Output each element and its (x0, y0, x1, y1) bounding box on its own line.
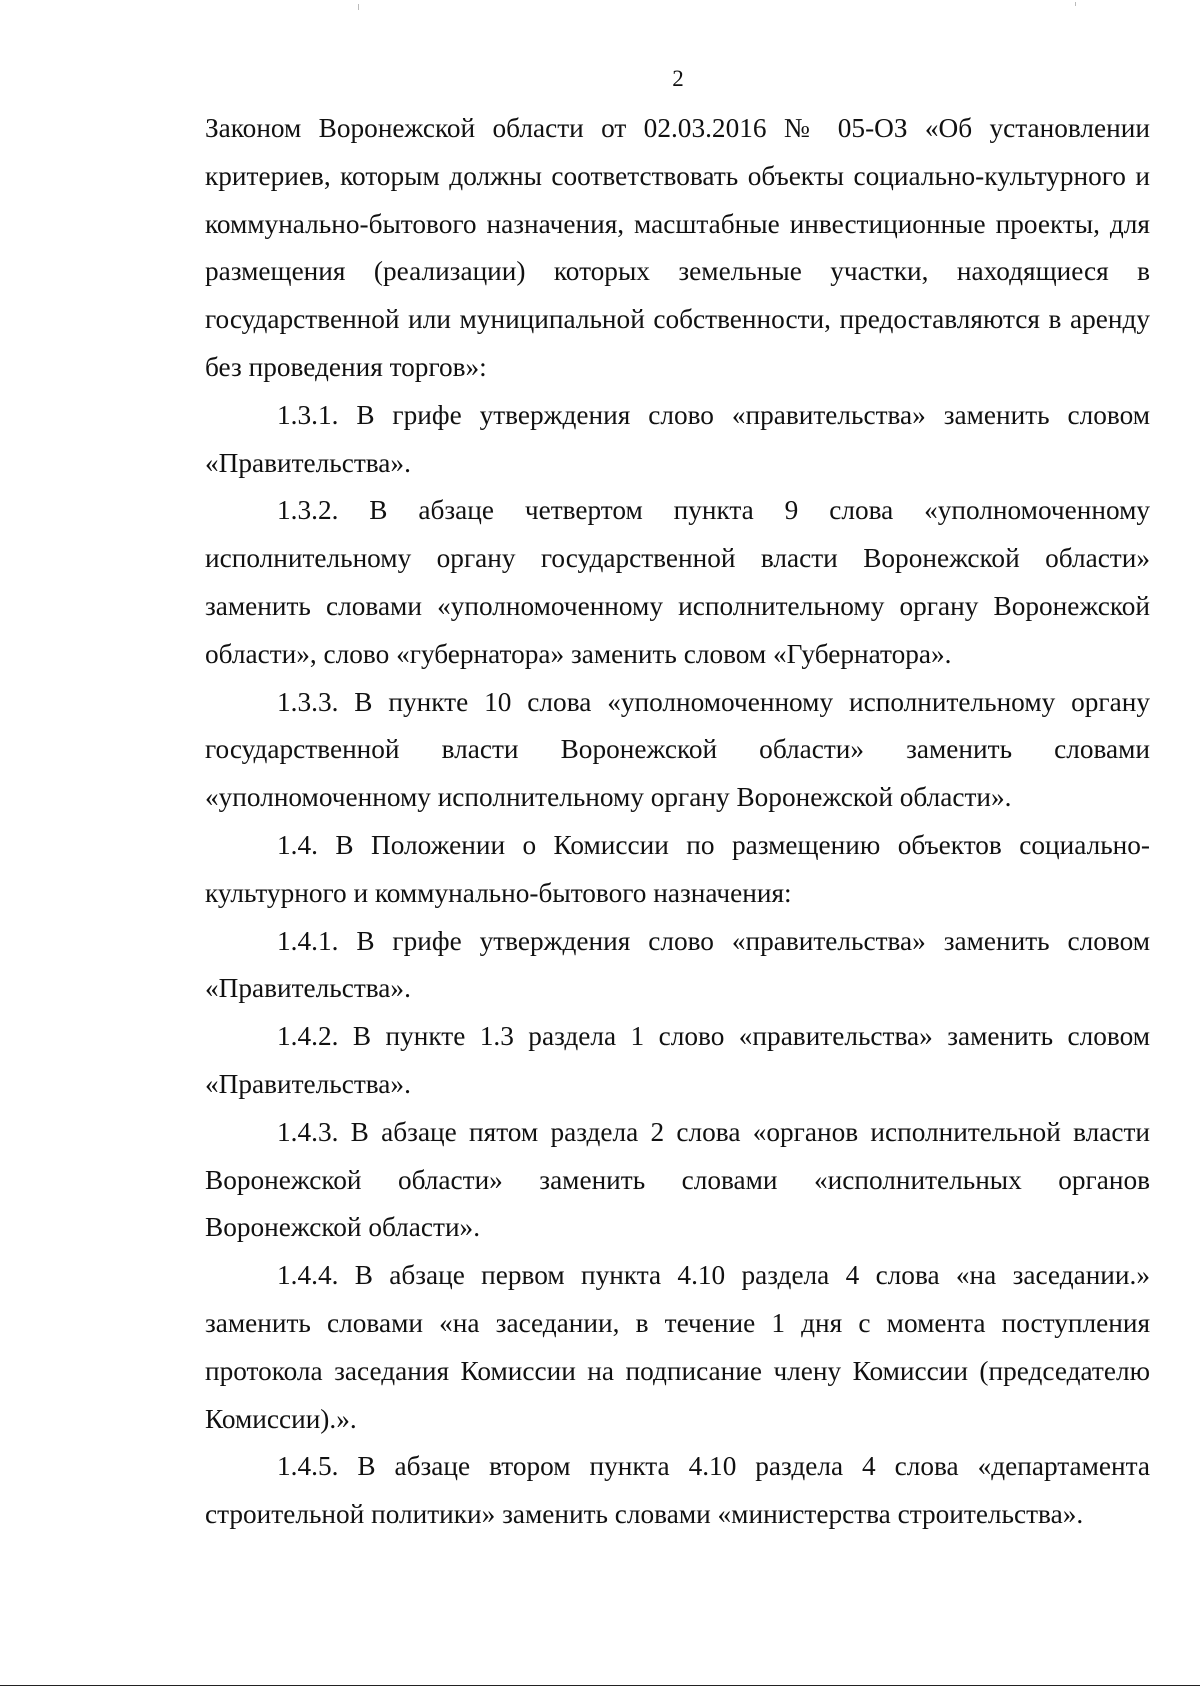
scan-artifact (358, 4, 359, 10)
paragraph-law-reference: Законом Воронежской области от 02.03.2016 № 05-ОЗ «Об установлении критериев, которым должны соответствовать объекты социально-культурного и коммунально-бытового назначения, масштабные инвестиционные проекты, для размещения (реализации) которых земельные участки, находящиеся в государственной или муниципальной собственности, предоставляются в аренду без проведения торгов»: (205, 113, 1150, 382)
document-body (205, 105, 1150, 1539)
paragraph-1-4-1: 1.4.1. В грифе утверждения слово «правительства» заменить словом «Правительства». (205, 925, 1150, 1004)
scan-artifact (1075, 2, 1076, 6)
paragraph-1-4-3: 1.4.3. В абзаце пятом раздела 2 слова «органов исполнительной власти Воронежской области» заменить словами «исполнительных органов Воронежской области». (205, 1116, 1150, 1243)
paragraph-1-4-5: 1.4.5. В абзаце втором пункта 4.10 раздела 4 слова «департамента строительной политики» заменить словами «министерства строительства». (205, 1451, 1150, 1530)
paragraph-1-4-2: 1.4.2. В пункте 1.3 раздела 1 слово «правительства» заменить словом «Правительства». (205, 1021, 1150, 1099)
paragraph-1-3-2: 1.3.2. В абзаце четвертом пункта 9 слова «уполномоченному исполнительному органу государственной власти Воронежской области» заменить словами «уполномоченному исполнительному органу Воронежской области», слово «губернатора» заменить словом «Губернатора». (205, 495, 1150, 669)
page-number: 2 (672, 66, 684, 91)
paragraph-1-3-3: 1.3.3. В пункте 10 слова «уполномоченному исполнительному органу государственной власти Воронежской области» заменить словами «уполномоченному исполнительному органу Воронежской области». (205, 686, 1150, 813)
paragraph-1-3-1: 1.3.1. В грифе утверждения слово «правительства» заменить словом «Правительства». (205, 399, 1150, 478)
paragraph-1-4: 1.4. В Положении о Комиссии по размещению объектов социально-культурного и коммунально-бытового назначения: (205, 829, 1150, 908)
page-bottom-rule (0, 1685, 1200, 1686)
paragraph-1-4-4: 1.4.4. В абзаце первом пункта 4.10 раздела 4 слова «на заседании.» заменить словами «на заседании, в течение 1 дня с момента поступления протокола заседания Комиссии на подписание члену Комиссии (председателю Комиссии).». (205, 1260, 1150, 1434)
